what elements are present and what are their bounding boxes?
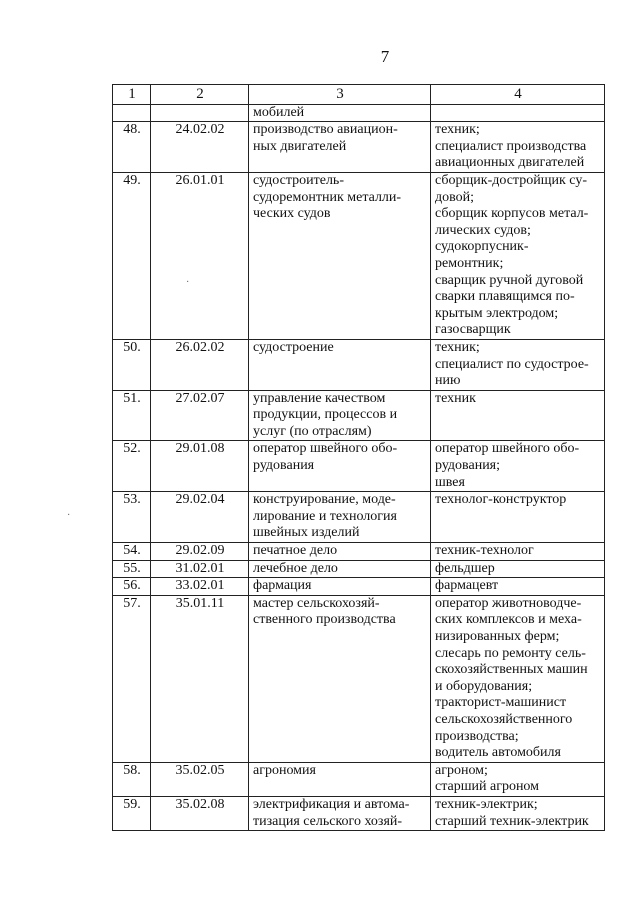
qualification: техник-электрик; старший техник-электрик [431,796,605,830]
header-col-3: 3 [249,85,431,105]
scan-mark: · [186,277,190,288]
table-row [113,543,605,561]
qualification: технолог-конструктор [431,492,605,543]
qualification: фельдшер [431,560,605,578]
qualification: оператор швейного обо- рудования; швея [431,441,605,492]
specialty-code: 29.02.04 [151,492,249,543]
specialty-code: 33.02.01 [151,578,249,596]
table-row [113,492,605,543]
specialty-name: управление качеством продукции, процессов и услуг (по отраслям) [249,390,431,441]
specialty-name: мобилей [249,104,431,122]
table-row [113,762,605,796]
specialty-code: 29.01.08 [151,441,249,492]
table-header-row [113,85,605,105]
table-row [113,560,605,578]
table-row [113,172,605,339]
qualification [431,104,605,122]
page-number: 7 [380,47,390,66]
row-number: 48. [113,122,151,173]
row-number: 51. [113,390,151,441]
row-number: 57. [113,595,151,762]
qualification: агроном; старший агроном [431,762,605,796]
qualification: техник-технолог [431,543,605,561]
qualification: техник [431,390,605,441]
specialty-code: 35.02.08 [151,796,249,830]
row-number: 49. [113,172,151,339]
specialty-code: 27.02.07 [151,390,249,441]
qualification: фармацевт [431,578,605,596]
qualification: оператор животноводче- ских комплексов и меха- низированных ферм; слесарь по ремонту сель- скохозяйственных машин и оборудования; тракторист-машинист сельскохозяйственного производства; водитель автомобиля [431,595,605,762]
specialty-code: 26.02.02 [151,339,249,390]
header-col-4: 4 [431,85,605,105]
specialty-name: фармация [249,578,431,596]
qualification: техник; специалист по судострое- нию [431,339,605,390]
row-number: 56. [113,578,151,596]
qualification: техник; специалист производства авиационных двигателей [431,122,605,173]
table-row [113,339,605,390]
specialty-name: судостроение [249,339,431,390]
row-number: 54. [113,543,151,561]
specialty-code: 35.02.05 [151,762,249,796]
specialty-name: конструирование, моде- лирование и технология швейных изделий [249,492,431,543]
scan-mark: · [67,510,71,521]
row-number: 58. [113,762,151,796]
table-row [113,796,605,830]
row-number [113,104,151,122]
table-row [113,578,605,596]
table-row [113,441,605,492]
specialty-code: 26.01.01 [151,172,249,339]
specialty-name: мастер сельскохозяй- ственного производства [249,595,431,762]
table-row [113,122,605,173]
specialty-code: 35.01.11 [151,595,249,762]
specialty-code: 29.02.09 [151,543,249,561]
header-col-1: 1 [113,85,151,105]
specialty-name: агрономия [249,762,431,796]
table-row [113,390,605,441]
specialty-code: 31.02.01 [151,560,249,578]
specialty-code [151,104,249,122]
specialty-name: печатное дело [249,543,431,561]
qualification: сборщик-достройщик су- довой; сборщик корпусов метал- лических судов; судокорпусник- ремонтник; сварщик ручной дуговой сварки плавящимся по- крытым электродом; газосварщик [431,172,605,339]
specialty-name: оператор швейного обо- рудования [249,441,431,492]
table-row [113,595,605,762]
specialty-name: лечебное дело [249,560,431,578]
specialty-name: производство авиацион- ных двигателей [249,122,431,173]
specialty-code: 24.02.02 [151,122,249,173]
row-number: 59. [113,796,151,830]
row-number: 52. [113,441,151,492]
row-number: 53. [113,492,151,543]
row-number: 55. [113,560,151,578]
specialties-table [112,84,605,831]
row-number: 50. [113,339,151,390]
table-row [113,104,605,122]
specialty-name: электрификация и автома- тизация сельского хозяй- [249,796,431,830]
specialty-name: судостроитель- судоремонтник металли- ческих судов [249,172,431,339]
header-col-2: 2 [151,85,249,105]
